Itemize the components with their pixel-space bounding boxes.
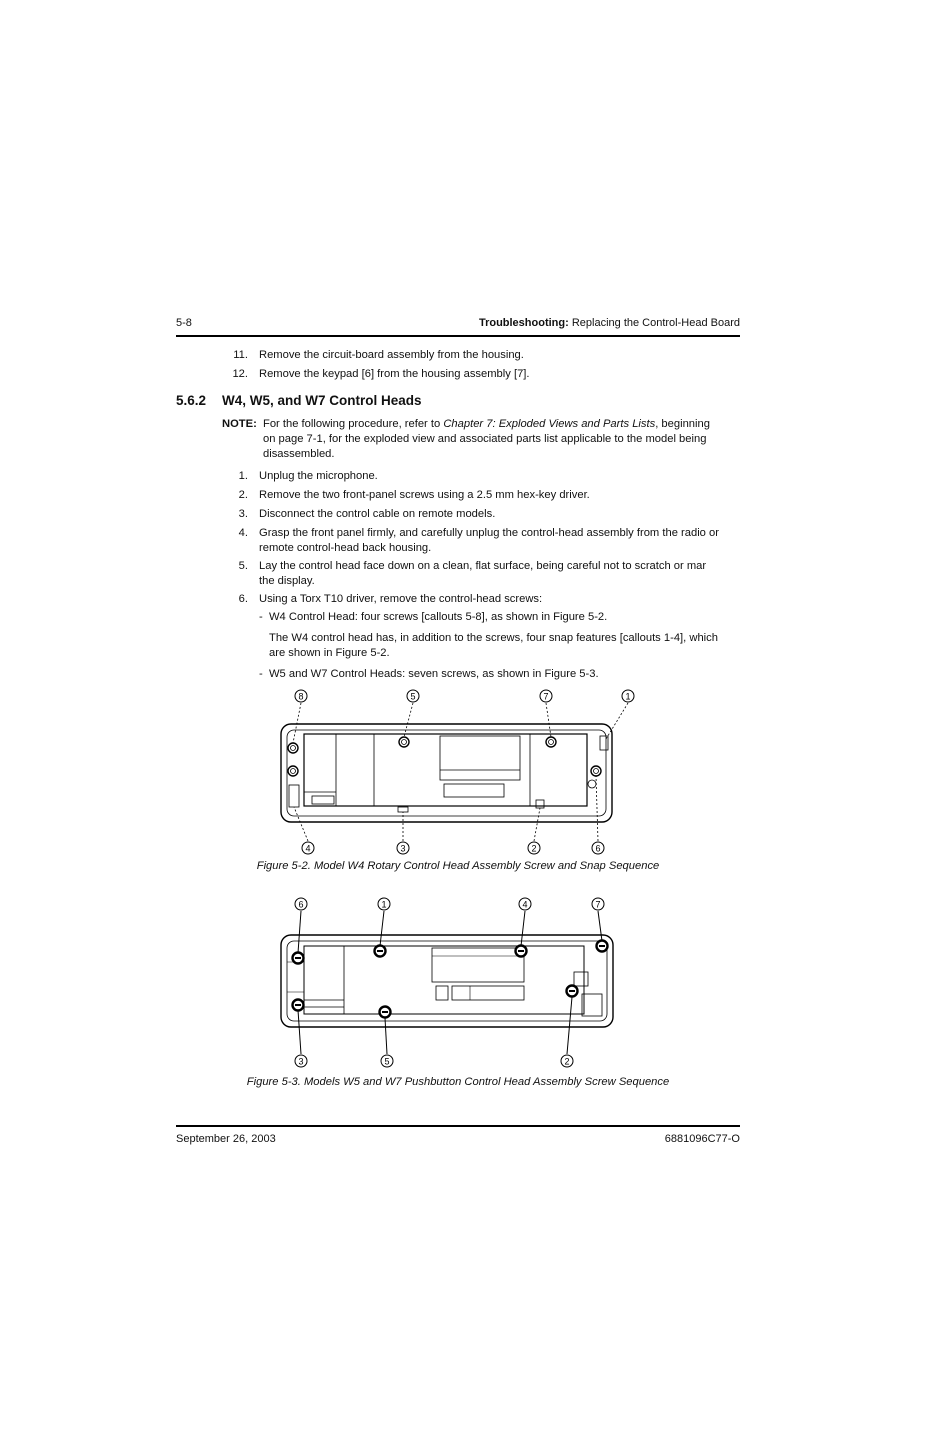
note-text: , beginning — [655, 418, 710, 430]
screw-8-icon — [288, 743, 298, 753]
footer-rule — [176, 1125, 740, 1127]
substep-w4: W4 Control Head: four screws [callouts 5-8], as shown in Figure 5-2. — [269, 611, 608, 623]
connector-slot — [452, 986, 524, 1000]
housing-outline — [281, 724, 612, 822]
step-text: Remove the circuit-board assembly from the housing. — [259, 349, 524, 361]
step-number: 4. — [238, 527, 248, 539]
running-header — [479, 317, 740, 329]
figure-5-3-caption: Figure 5-3. Models W5 and W7 Pushbutton Control Head Assembly Screw Sequence — [246, 1076, 670, 1088]
note-line-3: disassembled. — [263, 448, 335, 460]
snap-3-icon — [398, 807, 408, 812]
housing-inner-outline — [287, 941, 607, 1021]
note-text: For the following procedure, refer to — [263, 418, 444, 430]
callout-label: 4 — [305, 843, 311, 854]
substep-dash: - — [259, 668, 263, 680]
callout-label: 6 — [298, 899, 304, 910]
page-number: 5-8 — [176, 317, 192, 329]
section-title: W4, W5, and W7 Control Heads — [222, 393, 422, 408]
snap-4-icon — [289, 785, 299, 807]
callout-label: 5 — [384, 1056, 390, 1067]
callout-label: 7 — [543, 691, 549, 702]
screw-6-icon — [591, 766, 601, 776]
callout-label: 6 — [595, 843, 601, 854]
callout-label: 1 — [625, 691, 631, 702]
step-text: Unplug the microphone. — [259, 470, 378, 482]
connector-slot — [444, 784, 504, 797]
step-number: 6. — [238, 593, 248, 605]
housing-inner-outline — [287, 730, 606, 816]
substep-w4-note-2: are shown in Figure 5-2. — [269, 647, 390, 659]
step-number: 1. — [238, 470, 248, 482]
step-text: Using a Torx T10 driver, remove the control-head screws: — [259, 593, 543, 605]
step-text: Disconnect the control cable on remote models. — [259, 508, 496, 520]
callout-label: 2 — [564, 1056, 570, 1067]
figure-5-3-diagram — [270, 892, 640, 1072]
step-number: 2. — [238, 489, 248, 501]
screw-7-icon — [546, 737, 556, 747]
note-chapter-reference: Chapter 7: Exploded Views and Parts Lists — [443, 418, 656, 430]
footer-date: September 26, 2003 — [176, 1133, 276, 1145]
callout-label: 3 — [400, 843, 406, 854]
step-text: Remove the two front-panel screws using a 2.5 mm hex-key driver. — [259, 489, 590, 501]
callout-label: 4 — [522, 899, 528, 910]
note-line-2: on page 7-1, for the exploded view and associated parts list applicable to the model being — [263, 433, 707, 445]
callout-label: 8 — [298, 691, 304, 702]
footer-doc-number: 6881096C77-O — [664, 1133, 740, 1145]
substep-dash: - — [259, 611, 263, 623]
callout-label: 2 — [531, 843, 537, 854]
callout-label: 1 — [381, 899, 387, 910]
housing-outline — [281, 935, 613, 1027]
figure-5-2-diagram — [270, 684, 640, 859]
callout-label: 7 — [595, 899, 601, 910]
section-number: 5.6.2 — [176, 393, 207, 408]
step-number: 3. — [238, 508, 248, 520]
step-text: Lay the control head face down on a clean, flat surface, being careful not to scratch or mar — [259, 560, 707, 572]
step-text-continued: remote control-head back housing. — [259, 542, 432, 554]
running-header-section: Troubleshooting: — [478, 317, 569, 329]
snap-2-icon — [536, 800, 544, 808]
note-label: NOTE: — [222, 418, 257, 430]
step-text: Remove the keypad [6] from the housing assembly [7]. — [259, 368, 530, 380]
step-number: 5. — [238, 560, 248, 572]
note-line-1 — [263, 417, 710, 432]
step-text-continued: the display. — [259, 575, 315, 587]
callout-label: 3 — [298, 1056, 304, 1067]
display-window — [440, 736, 520, 780]
step-number: 12. — [232, 368, 248, 380]
step-text: Grasp the front panel firmly, and carefully unplug the control-head assembly from the radio or — [259, 527, 719, 539]
screw-5-icon — [399, 737, 409, 747]
callout-label: 5 — [410, 691, 416, 702]
header-rule — [176, 335, 740, 337]
running-header-title: Replacing the Control-Head Board — [568, 317, 740, 329]
display-window — [432, 948, 524, 982]
step-number: 11. — [233, 349, 248, 361]
figure-5-2-caption: Figure 5-2. Model W4 Rotary Control Head Assembly Screw and Snap Sequence — [256, 860, 660, 872]
substep-w5-w7: W5 and W7 Control Heads: seven screws, as shown in Figure 5-3. — [269, 668, 599, 680]
substep-w4-note-1: The W4 control head has, in addition to the screws, four snap features [callouts 1-4], which — [269, 632, 718, 644]
